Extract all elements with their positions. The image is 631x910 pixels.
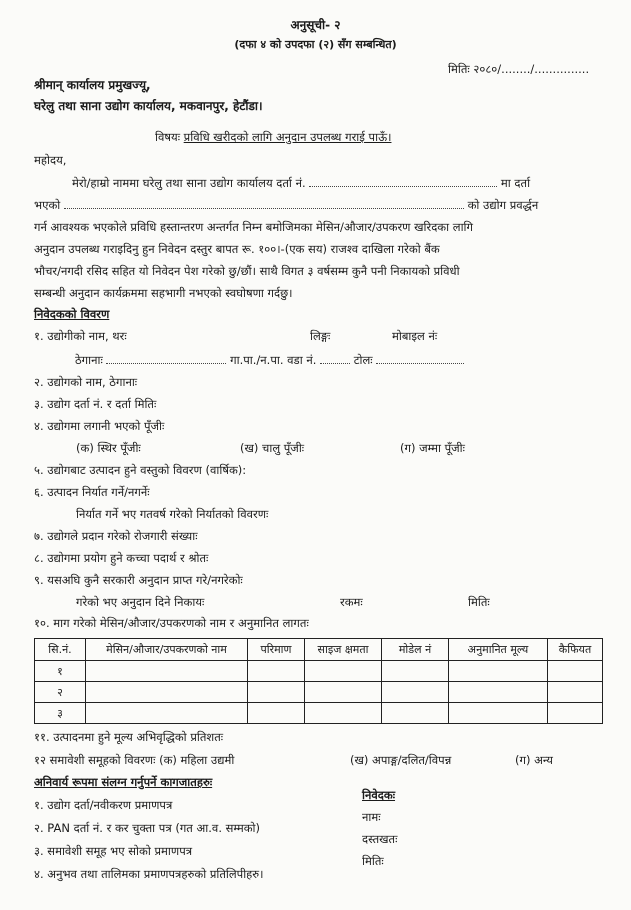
tole-field[interactable] <box>376 363 464 364</box>
machinery-label: १०. माग गरेको मेसिन/औजार/उपकरणको नाम र अनुमानित लागतः <box>34 616 309 630</box>
employment-label: ७. उद्योगले प्रदान गरेको रोजगारी संख्याः <box>34 529 198 543</box>
ward-field[interactable] <box>320 363 350 364</box>
table-cell[interactable] <box>86 682 248 703</box>
col-estimated-price: अनुमानित मूल्य <box>449 639 548 661</box>
applicant-signature-label: दस्तखतः <box>362 832 398 846</box>
raw-material-label: ८. उद्योगमा प्रयोग हुने कच्चा पदार्थ र श्रोतः <box>34 551 209 565</box>
table-row <box>35 703 603 724</box>
gender-label: लिङ्गः <box>310 329 331 343</box>
inclusive-group-label: १२ समावेशी समूहको विवरणः (क) महिला उद्यमी <box>34 753 235 767</box>
col-serial: सि.नं. <box>35 639 86 661</box>
capital-label: ४. उद्योगमा लगानी भएको पूँजीः <box>34 419 165 433</box>
attachment-item: ३. समावेशी समूह भए सोको प्रमाणपत्र <box>34 844 193 858</box>
applicant-details-heading: निवेदकको विवरण <box>34 307 110 321</box>
ward-label: गा.पा./न.पा. वडा नं. <box>230 353 317 367</box>
table-cell[interactable] <box>248 661 305 682</box>
previous-grant-label: ९. यसअघि कुनै सरकारी अनुदान प्राप्त गरे/नगरेकोः <box>34 573 243 587</box>
body-text: को उद्योग प्रवर्द्धन <box>467 198 539 212</box>
col-capacity: साइज क्षमता <box>305 639 382 661</box>
table-header-row <box>35 639 603 661</box>
addressee-line1: श्रीमान् कार्यालय प्रमुखज्यू, <box>34 78 151 92</box>
table-cell[interactable] <box>305 682 382 703</box>
date-line: मितिः २०८०/......../............... <box>448 62 590 76</box>
working-capital-label: (ख) चालु पूँजीः <box>240 441 305 455</box>
table-cell[interactable] <box>382 661 449 682</box>
subject-label: विषयः <box>155 130 181 144</box>
industry-name-label: २. उद्योगको नाम, ठेगानाः <box>34 375 138 389</box>
value-addition-label: ११. उत्पादनमा हुने मूल्य अभिवृद्धिको प्रतिशतः <box>34 730 224 744</box>
schedule-title: अनुसूची- २ <box>290 18 341 32</box>
table-cell[interactable] <box>382 703 449 724</box>
row-number: २ <box>35 682 86 703</box>
grant-agency-label: गरेको भए अनुदान दिने निकायः <box>76 595 205 609</box>
entrepreneur-name-label: १. उद्योगीको नाम, थरः <box>34 329 127 343</box>
subject-text: प्रविधि खरीदको लागि अनुदान उपलब्ध गराई पाऊँ। <box>183 130 392 144</box>
total-capital-label: (ग) जम्मा पूँजीः <box>400 441 465 455</box>
disabled-dalit-label: (ख) अपाङ्ग/दलित/विपन्न <box>350 753 452 767</box>
attachment-item: १. उद्योग दर्ता/नवीकरण प्रमाणपत्र <box>34 798 173 812</box>
address-label: ठेगानाः <box>75 353 103 367</box>
other-label: (ग) अन्य <box>515 753 553 767</box>
body-line-1 <box>72 177 530 191</box>
col-model: मोडेल नं <box>382 639 449 661</box>
col-machine-name: मेसिन/औजार/उपकरणको नाम <box>86 639 248 661</box>
body-text: भएको <box>34 198 61 212</box>
body-line-4: अनुदान उपलब्ध गराइदिनु हुन निवेदन दस्तुर बापत रू. १००।-(एक सय) राजश्व दाखिला गरेको बैंक <box>34 242 440 256</box>
attachment-item: ४. अनुभव तथा तालिमका प्रमाणपत्रहरुको प्रतिलिपीहरु। <box>34 867 264 881</box>
address-field[interactable] <box>106 363 226 364</box>
address-line <box>75 354 464 368</box>
subject-line <box>155 131 391 145</box>
table-cell[interactable] <box>548 682 603 703</box>
table-cell[interactable] <box>449 682 548 703</box>
applicant-date-label: मितिः <box>362 854 384 868</box>
table-cell[interactable] <box>248 703 305 724</box>
table-cell[interactable] <box>305 661 382 682</box>
col-remarks: कैफियत <box>548 639 603 661</box>
table-cell[interactable] <box>382 682 449 703</box>
fixed-capital-label: (क) स्थिर पूँजीः <box>76 441 141 455</box>
table-cell[interactable] <box>86 703 248 724</box>
col-quantity: परिमाण <box>248 639 305 661</box>
table-cell[interactable] <box>548 661 603 682</box>
export-label: ६. उत्पादन निर्यात गर्ने/नगर्नेः <box>34 485 150 499</box>
applicant-name-label: नामः <box>362 810 381 824</box>
applicant-heading: निवेदकः <box>362 788 396 802</box>
addressee-line2: घरेलु तथा साना उद्योग कार्यालय, मकवानपुर, हेटौंडा। <box>34 99 263 113</box>
registration-number-field[interactable] <box>309 186 497 187</box>
table-cell[interactable] <box>86 661 248 682</box>
tole-label: टोलः <box>353 353 373 367</box>
grant-date-label: मितिः <box>468 595 490 609</box>
export-detail-label: निर्यात गर्ने भए गतवर्ष गरेको निर्यातको विवरणः <box>76 507 269 521</box>
industry-registration-label: ३. उद्योग दर्ता नं. र दर्ता मितिः <box>34 397 157 411</box>
machinery-table <box>34 638 603 724</box>
table-row <box>35 682 603 703</box>
body-line-2 <box>34 199 538 213</box>
attachment-item: २. PAN दर्ता नं. र कर चुक्ता पत्र (गत आ.व. सम्मको) <box>34 821 261 835</box>
table-cell[interactable] <box>548 703 603 724</box>
body-text: मा दर्ता <box>500 176 531 190</box>
table-cell[interactable] <box>305 703 382 724</box>
schedule-subtitle: (दफा ४ को उपदफा (२) सँग सम्बन्धित) <box>234 38 397 51</box>
salutation: महोदय, <box>34 153 67 167</box>
body-text: मेरो/हाम्रो नाममा घरेलु तथा साना उद्योग कार्यालय दर्ता नं. <box>72 176 306 190</box>
table-cell[interactable] <box>449 703 548 724</box>
table-cell[interactable] <box>248 682 305 703</box>
attachments-heading: अनिवार्य रूपमा संलग्न गर्नुपर्ने कागजातहरुः <box>34 775 213 789</box>
row-number: १ <box>35 661 86 682</box>
body-line-3: गर्न आवश्यक भएकोले प्रविधि हस्तान्तरण अन्तर्गत निम्न बमोजिमका मेसिन/औजार/उपकरण खरिदका लागि <box>34 220 474 234</box>
grant-amount-label: रकमः <box>340 595 363 609</box>
table-cell[interactable] <box>449 661 548 682</box>
mobile-label: मोबाइल नंः <box>392 329 438 343</box>
registered-date-field[interactable] <box>64 208 464 209</box>
body-line-5: भौचर/नगदी रसिद सहित यो निवेदन पेश गरेको छु/छौं। साथै विगत ३ वर्षसम्म कुनै पनी निकायको प्रविधी <box>34 264 460 278</box>
row-number: ३ <box>35 703 86 724</box>
production-label: ५. उद्योगबाट उत्पादन हुने वस्तुको विवरण (वार्षिक): <box>34 463 247 477</box>
body-line-6: सम्बन्धी अनुदान कार्यक्रममा सहभागी नभएको स्वघोषणा गर्दछु। <box>34 286 293 300</box>
table-row <box>35 661 603 682</box>
